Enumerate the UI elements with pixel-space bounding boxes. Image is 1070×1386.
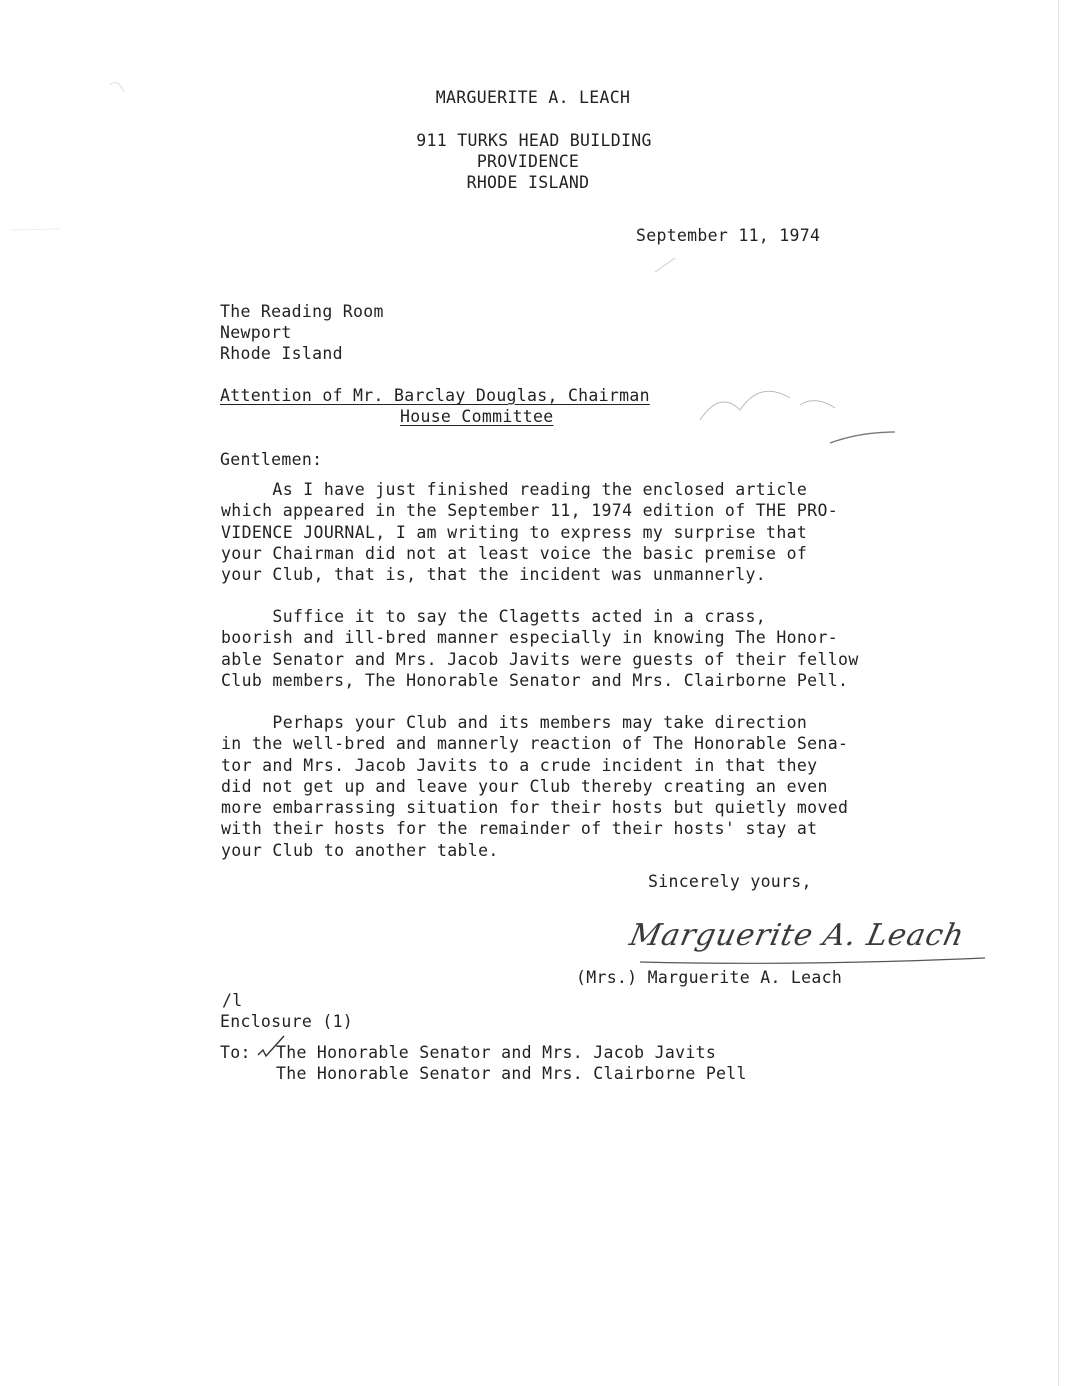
letterhead-address-line3: RHODE ISLAND [466, 173, 590, 192]
signature-block: (Mrs.) Marguerite A. Leach [576, 968, 843, 987]
cc-line2: The Honorable Senator and Mrs. Clairborne Pell [276, 1064, 747, 1083]
cc-line1: The Honorable Senator and Mrs. Jacob Javits [276, 1043, 717, 1062]
attention-line2: House Committee [400, 407, 554, 426]
letterhead-address-line1: 911 TURKS HEAD BUILDING [416, 131, 652, 150]
recipient-line2: Newport [220, 323, 292, 342]
letterhead-address-line2: PROVIDENCE [476, 152, 580, 171]
recipient-line3: Rhode Island [220, 344, 343, 363]
recipient-line1: The Reading Room [220, 302, 384, 321]
handwritten-signature: Marguerite A. Leach [626, 918, 968, 953]
body-paragraph-3: Perhaps your Club and its members may take direction in the well-bred and mannerly reaction of The Honorable Sena- tor and Mrs. Jacob Javits to a crude incident in that they did not get up and leave your Club thereby creating an even more embarrassing situation for their hosts but quietly moved with their hosts for the remainder of their hosts' stay at your Club to another table. [221, 713, 849, 860]
pen-stroke-icon [830, 432, 895, 443]
body-paragraph-2: Suffice it to say the Clagetts acted in a crass, boorish and ill-bred manner especially in knowing The Honor- able Senator and Mrs. Jacob Javits were guests of their fellow Club members, The Honorable Senator and Mrs. Clairborne Pell. [221, 607, 859, 690]
letterhead-name: MARGUERITE A. LEACH [435, 88, 631, 107]
body-paragraph-1: As I have just finished reading the enclosed article which appeared in the September 11, 1974 edition of THE PRO- VIDENCE JOURNAL, I am writing to express my surprise that your Chairman did not at least voice the basic premise of your Club, that is, that the incident was unmannerly. [221, 480, 839, 585]
salutation: Gentlemen: [220, 450, 323, 469]
typist-initials: /l [222, 991, 243, 1010]
attention-line1: Attention of Mr. Barclay Douglas, Chairman [220, 386, 650, 405]
checkmark-icon [258, 1036, 284, 1056]
letter-date: September 11, 1974 [636, 226, 821, 245]
closing: Sincerely yours, [648, 872, 812, 891]
margin-scribble-icon [700, 391, 790, 420]
cc-label: To: [220, 1043, 251, 1062]
enclosure-note: Enclosure (1) [220, 1012, 354, 1031]
